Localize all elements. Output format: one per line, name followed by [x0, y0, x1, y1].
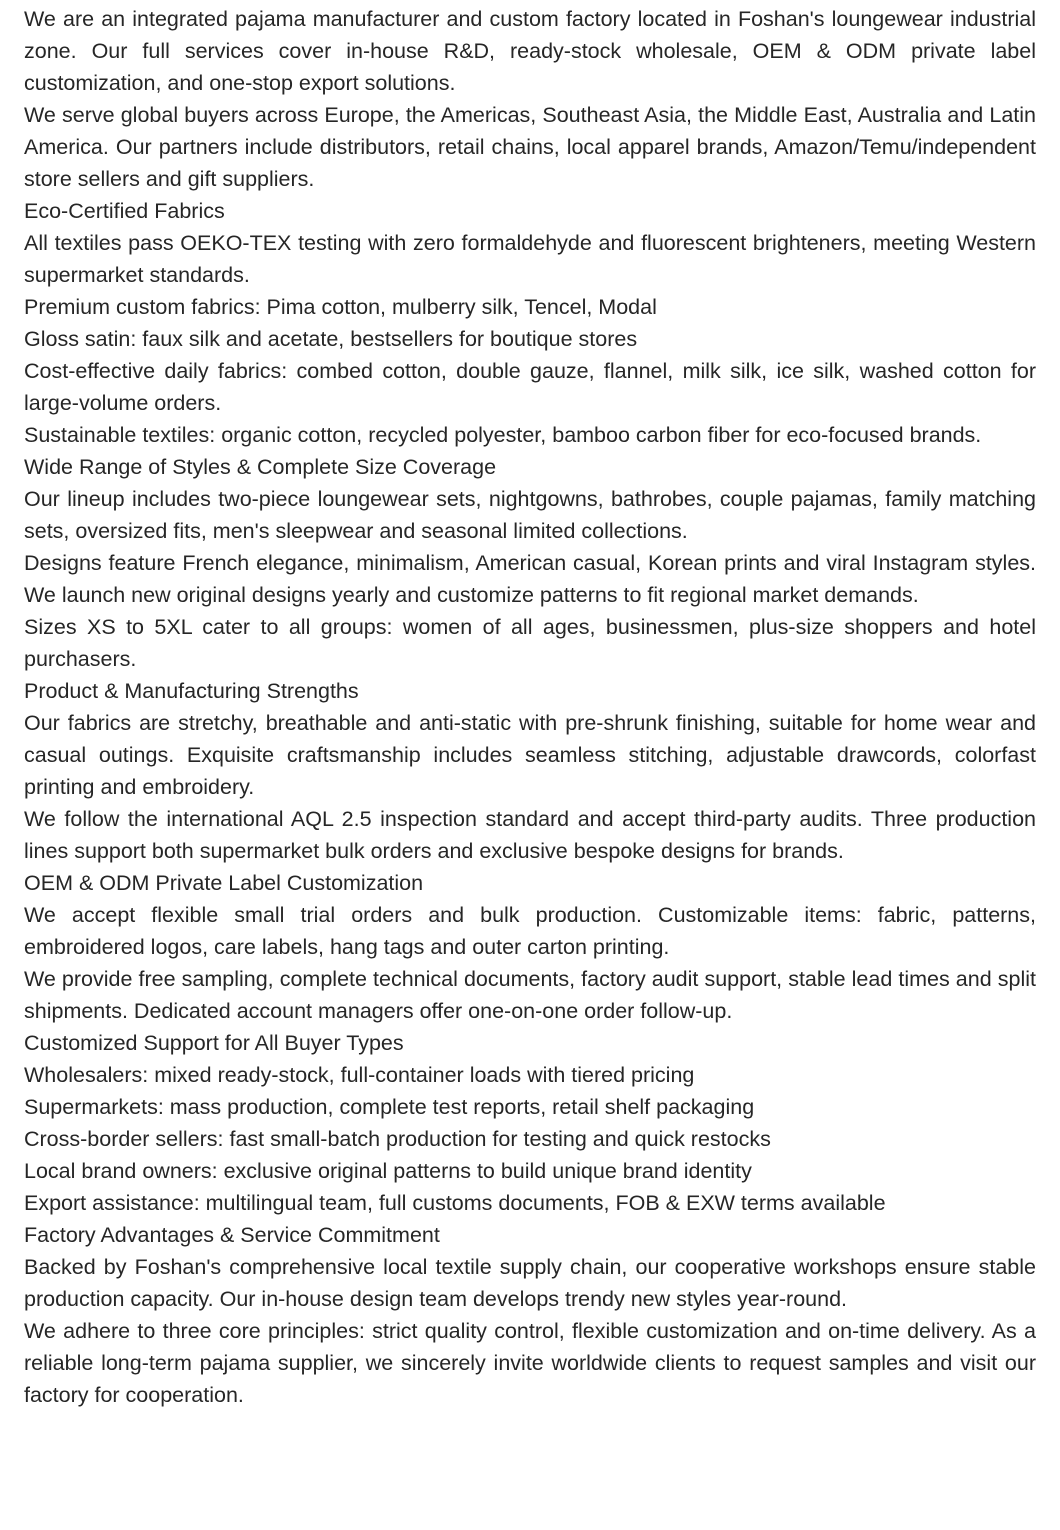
advantages-paragraph: We adhere to three core principles: strict quality control, flexible customization and on-time delivery. As a reliable long-term pajama supplier, we sincerely invite worldwide clients to request samples and visit our factory for cooperation. — [24, 1319, 1036, 1407]
strengths-paragraph: Our fabrics are stretchy, breathable and anti-static with pre-shrunk finishing, suitable for home wear and casual outings. Exquisite craftsmanship includes seamless stitching, adjustable drawcords, colorfast printing and embroidery. — [24, 711, 1036, 799]
support-list-item: Export assistance: multilingual team, full customs documents, FOB & EXW terms available — [24, 1191, 886, 1215]
section-heading-advantages: Factory Advantages & Service Commitment — [24, 1223, 440, 1247]
sizes-paragraph: Sizes XS to 5XL cater to all groups: women of all ages, businessmen, plus-size shoppers and hotel purchasers. — [24, 615, 1036, 671]
strengths-paragraph: We follow the international AQL 2.5 inspection standard and accept third-party audits. Three production lines support both supermarket bulk orders and exclusive bespoke designs for brands. — [24, 807, 1036, 863]
fabric-list-item: Gloss satin: faux silk and acetate, bestsellers for boutique stores — [24, 327, 638, 351]
fabric-list-item: Cost-effective daily fabrics: combed cotton, double gauze, flannel, milk silk, ice silk, washed cotton for large-volume orders. — [24, 359, 1036, 415]
advantages-paragraph: Backed by Foshan's comprehensive local textile supply chain, our cooperative workshops ensure stable production capacity. Our in-house design team develops trendy new styles year-round. — [24, 1255, 1036, 1311]
support-list-item: Cross-border sellers: fast small-batch production for testing and quick restocks — [24, 1127, 771, 1151]
section-heading-oem: OEM & ODM Private Label Customization — [24, 871, 424, 895]
section-heading-strengths: Product & Manufacturing Strengths — [24, 679, 359, 703]
fabric-list-item: Sustainable textiles: organic cotton, recycled polyester, bamboo carbon fiber for eco-focused brands. — [24, 423, 982, 447]
support-list-item: Wholesalers: mixed ready-stock, full-container loads with tiered pricing — [24, 1063, 695, 1087]
section-heading-styles: Wide Range of Styles & Complete Size Coverage — [24, 455, 497, 479]
fabrics-paragraph: All textiles pass OEKO-TEX testing with zero formaldehyde and fluorescent brighteners, meeting Western supermarket standards. — [24, 231, 1036, 287]
styles-paragraph: Designs feature French elegance, minimalism, American casual, Korean prints and viral Instagram styles. We launch new original designs yearly and customize patterns to fit regional market demands. — [24, 551, 1036, 607]
styles-paragraph: Our lineup includes two-piece loungewear sets, nightgowns, bathrobes, couple pajamas, family matching sets, oversized fits, men's sleepwear and seasonal limited collections. — [24, 487, 1036, 543]
markets-paragraph: We serve global buyers across Europe, the Americas, Southeast Asia, the Middle East, Australia and Latin America. Our partners include distributors, retail chains, local apparel brands, Amazon/Temu/independent store sellers and gift suppliers. — [24, 103, 1036, 191]
oem-paragraph: We provide free sampling, complete technical documents, factory audit support, stable lead times and split shipments. Dedicated account managers offer one-on-one order follow-up. — [24, 967, 1036, 1023]
support-list-item: Supermarkets: mass production, complete test reports, retail shelf packaging — [24, 1095, 755, 1119]
section-heading-fabrics: Eco-Certified Fabrics — [24, 199, 225, 223]
section-heading-support: Customized Support for All Buyer Types — [24, 1031, 404, 1055]
intro-paragraph: We are an integrated pajama manufacturer and custom factory located in Foshan's loungewear industrial zone. Our full services cover in-house R&D, ready-stock wholesale, OEM & ODM private label customization, and one-stop export solutions. — [24, 7, 1036, 95]
fabric-list-item: Premium custom fabrics: Pima cotton, mulberry silk, Tencel, Modal — [24, 295, 657, 319]
oem-paragraph: We accept flexible small trial orders and bulk production. Customizable items: fabric, patterns, embroidered logos, care labels, hang tags and outer carton printing. — [24, 903, 1036, 959]
support-list-item: Local brand owners: exclusive original patterns to build unique brand identity — [24, 1159, 752, 1183]
